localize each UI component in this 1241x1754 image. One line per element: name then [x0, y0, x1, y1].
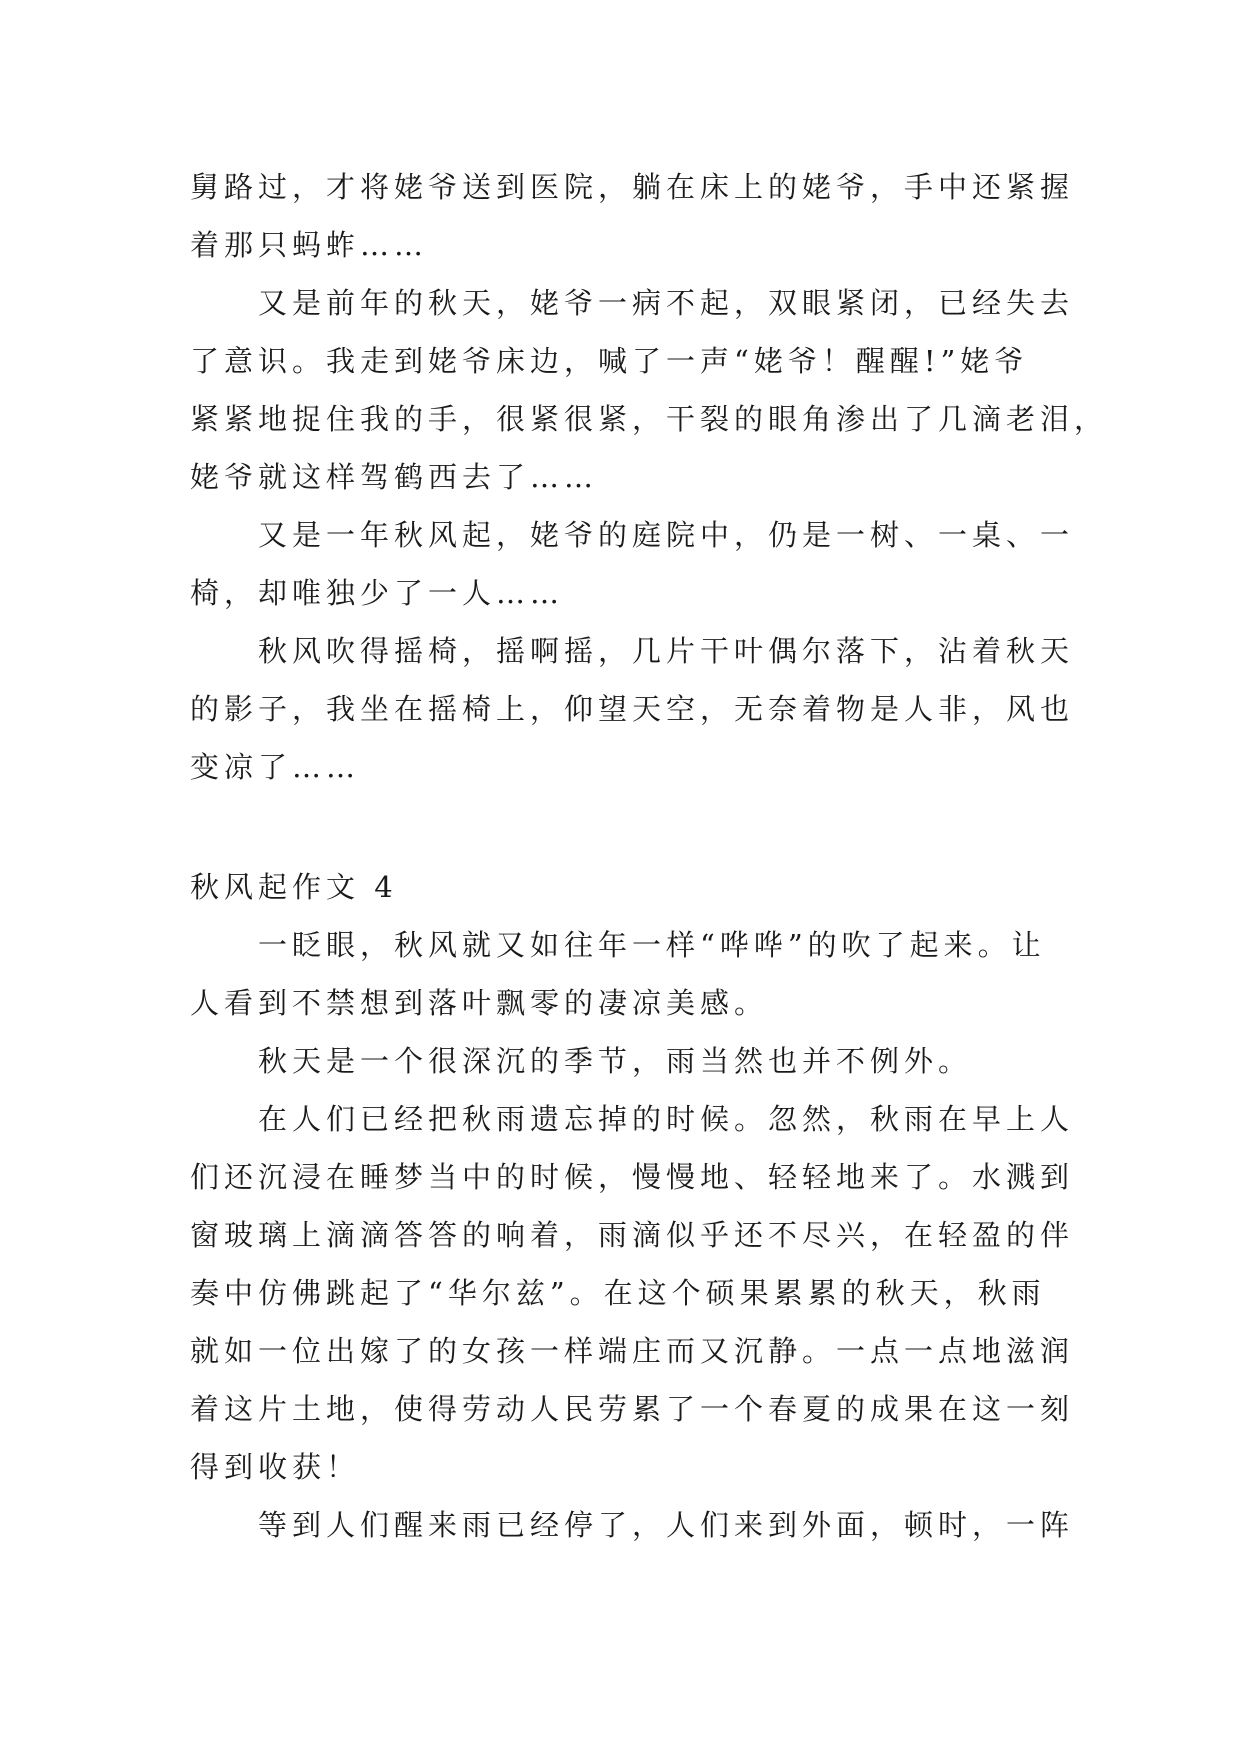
paragraph-3 [190, 506, 1075, 622]
paragraph-4 [190, 622, 1075, 796]
text-line: 姥爷就这样驾鹤西去了…… [190, 460, 599, 494]
text-line: 就如一位出嫁了的女孩一样端庄而又沉静。一点一点地滋润 [190, 1334, 1075, 1368]
text-line: 又是一年秋风起，姥爷的庭院中，仍是一树、一桌、一 [258, 518, 1075, 552]
text-line: 的影子，我坐在摇椅上，仰望天空，无奈着物是人非，风也 [190, 692, 1075, 726]
text-line: 着这片土地，使得劳动人民劳累了一个春夏的成果在这一刻 [190, 1392, 1075, 1426]
text-line: 又是前年的秋天，姥爷一病不起，双眼紧闭，已经失去 [258, 286, 1075, 320]
section-paragraph-2 [190, 1032, 1050, 1090]
text-line: 在人们已经把秋雨遗忘掉的时候。忽然，秋雨在早上人 [258, 1102, 1075, 1136]
text-line: 了意识。我走到姥爷床边，喊了一声“姥爷！醒醒!”姥爷 [190, 344, 1029, 378]
text-line: 秋风吹得摇椅，摇啊摇，几片干叶偶尔落下，沾着秋天 [258, 634, 1075, 668]
text-line: 舅路过，才将姥爷送到医院，躺在床上的姥爷，手中还紧握 [190, 170, 1075, 204]
text-line: 人看到不禁想到落叶飘零的凄凉美感。 [190, 986, 769, 1020]
text-line: 一眨眼，秋风就又如往年一样“哗哗”的吹了起来。让 [258, 928, 1046, 962]
section-paragraph-4 [190, 1496, 1075, 1554]
text-line: 秋天是一个很深沉的季节，雨当然也并不例外。 [258, 1044, 973, 1078]
section-paragraph-1 [190, 916, 1050, 1032]
text-line: 奏中仿佛跳起了“华尔兹”。在这个硕果累累的秋天，秋雨 [190, 1276, 1046, 1310]
text-line: 们还沉浸在睡梦当中的时候，慢慢地、轻轻地来了。水溅到 [190, 1160, 1075, 1194]
text-line: 窗玻璃上滴滴答答的响着，雨滴似乎还不尽兴，在轻盈的伴 [190, 1218, 1075, 1252]
section-title: 秋风起作文 4 [190, 870, 398, 904]
text-line: 紧紧地捉住我的手，很紧很紧，干裂的眼角渗出了几滴老泪， [190, 402, 1109, 436]
text-line: 着那只蚂蚱…… [190, 228, 429, 262]
section-paragraph-3 [190, 1090, 1075, 1496]
document-body [190, 158, 1109, 1554]
text-line: 椅，却唯独少了一人…… [190, 576, 565, 610]
paragraph-1 [190, 158, 1075, 274]
text-line: 变凉了…… [190, 750, 361, 784]
text-line: 得到收获！ [190, 1450, 361, 1484]
paragraph-2 [190, 274, 1109, 506]
section-spacer [190, 796, 1050, 858]
text-line: 等到人们醒来雨已经停了，人们来到外面，顿时，一阵 [258, 1508, 1075, 1542]
